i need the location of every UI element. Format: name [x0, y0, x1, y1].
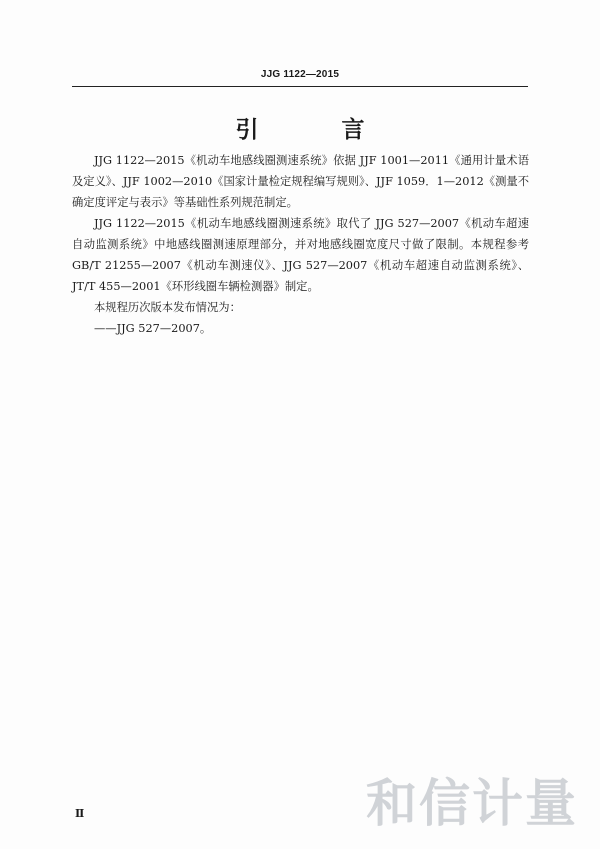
body-text [72, 150, 529, 339]
header-divider [72, 86, 528, 87]
page-title: 引 言 [235, 117, 395, 143]
paragraph-history-intro: 本规程历次版本发布情况为： [94, 301, 241, 314]
watermark-logo: 和信计量 [365, 775, 578, 834]
paragraph-history-item: ——JJG 527—2007。 [94, 322, 212, 335]
paragraph-basis: JJG 1122—2015《机动车地感线圈测速系统》依据 JJF 1001—2011《通用计量术语及定义》、JJF 1002—2010《国家计量检定规程编写规则》、JJF 1059．1—2012《测量不确定度评定与表示》等基础性系列规范制定。 [72, 154, 529, 209]
paragraph-replacement: JJG 1122—2015《机动车地感线圈测速系统》取代了 JJG 527—2007《机动车超速自动监测系统》中地感线圈测速原理部分，并对地感线圈宽度尺寸做了限制。本规程参考 GB/T 21255—2007《机动车测速仪》、JJG 527—2007《机动车超速自动监测系统》、JT/T 455—2001《环形线圈车辆检测器》制定。 [72, 217, 529, 293]
standard-code-header: JJG 1122—2015 [260, 69, 340, 80]
page-number: Ⅱ [75, 807, 85, 820]
